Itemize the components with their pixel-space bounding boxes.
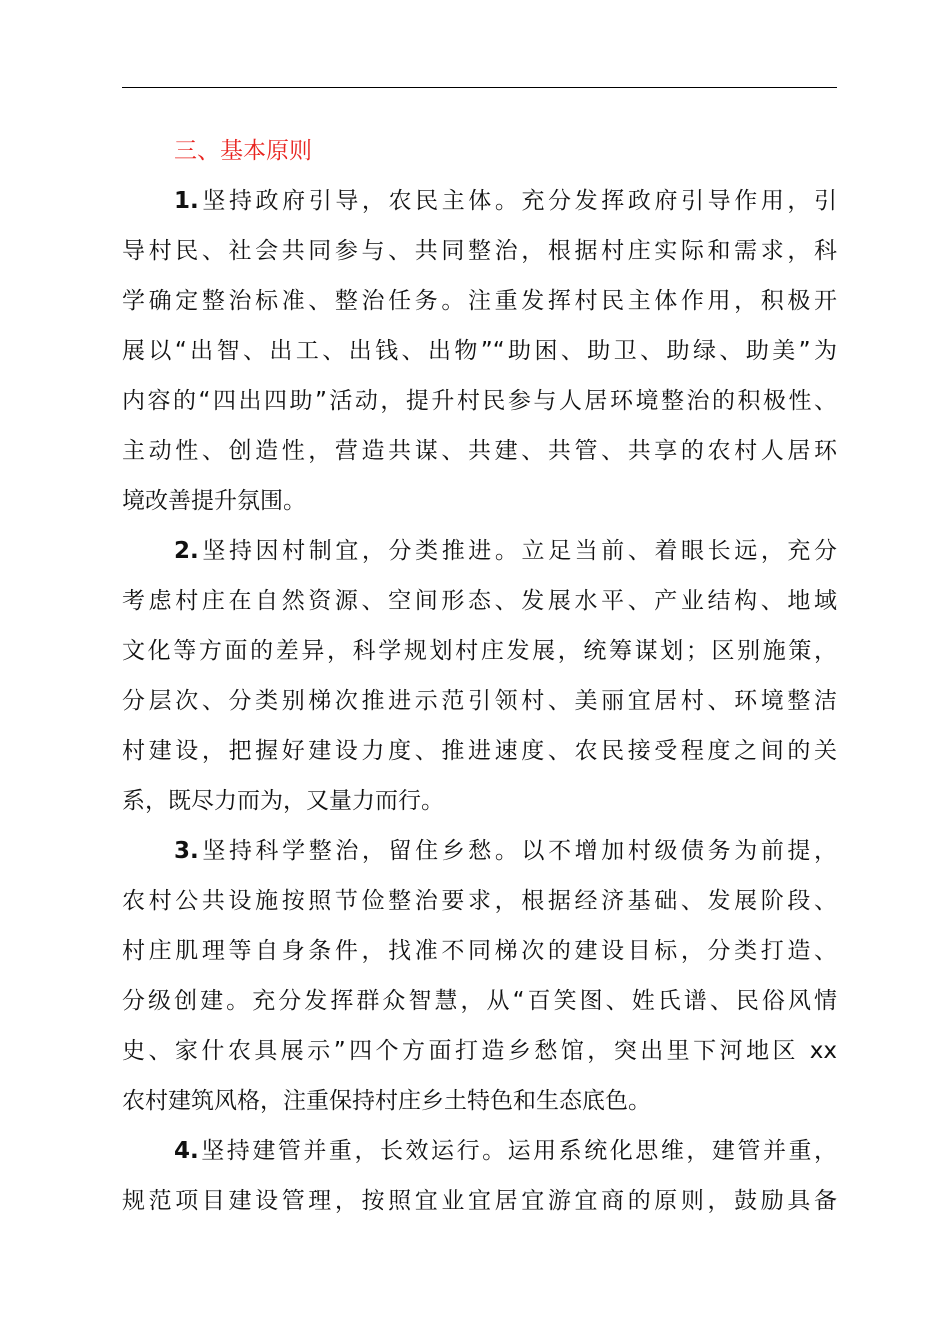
principle-paragraph-3 bbox=[122, 826, 837, 1126]
paragraph-line: 文化等方面的差异，科学规划村庄发展，统筹谋划；区别施策， bbox=[122, 638, 837, 664]
paragraph-line: 境改善提升氛围。 bbox=[122, 488, 306, 514]
paragraph-line: 史、家什农具展示”四个方面打造乡愁馆，突出里下河地区 xx bbox=[122, 1038, 837, 1064]
paragraph-text: 坚持科学整治，留住乡愁。以不增加村级债务为前提， bbox=[198, 838, 837, 864]
paragraph-line: 导村民、社会共同参与、共同整治，根据村庄实际和需求，科 bbox=[122, 238, 837, 264]
paragraph-text: 坚持建管并重，长效运行。运用系统化思维，建管并重， bbox=[198, 1138, 837, 1164]
paragraph-line: 分级创建。充分发挥群众智慧，从“百笑图、姓氏谱、民俗风情 bbox=[122, 988, 837, 1014]
principle-paragraph-1 bbox=[122, 176, 837, 526]
paragraph-number: 2. bbox=[174, 538, 199, 564]
paragraph-line: 学确定整治标准、整治任务。注重发挥村民主体作用，积极开 bbox=[122, 288, 837, 314]
paragraph-line: 展以“出智、出工、出钱、出物”“助困、助卫、助绿、助美”为 bbox=[122, 338, 837, 364]
paragraph-line bbox=[122, 176, 837, 226]
paragraph-line: 内容的“四出四助”活动，提升村民参与人居环境整治的积极性、 bbox=[122, 388, 837, 414]
document-body bbox=[122, 126, 837, 1226]
paragraph-number: 3. bbox=[174, 838, 199, 864]
paragraph-line: 分层次、分类别梯次推进示范引领村、美丽宜居村、环境整洁 bbox=[122, 688, 837, 714]
header-rule bbox=[122, 87, 837, 88]
paragraph-line: 考虑村庄在自然资源、空间形态、发展水平、产业结构、地域 bbox=[122, 588, 837, 614]
paragraph-line: 主动性、创造性，营造共谋、共建、共管、共享的农村人居环 bbox=[122, 438, 837, 464]
section-heading: 三、基本原则 bbox=[174, 138, 312, 164]
paragraph-line bbox=[122, 526, 837, 576]
paragraph-line bbox=[122, 1126, 837, 1176]
paragraph-line: 农村建筑风格，注重保持村庄乡土特色和生态底色。 bbox=[122, 1088, 651, 1114]
principle-paragraph-2 bbox=[122, 526, 837, 826]
paragraph-number: 4. bbox=[174, 1138, 199, 1164]
paragraph-text: 坚持政府引导，农民主体。充分发挥政府引导作用，引 bbox=[198, 188, 837, 214]
paragraph-number: 1. bbox=[174, 188, 199, 214]
paragraph-line: 系，既尽力而为，又量力而行。 bbox=[122, 788, 444, 814]
paragraph-line: 村建设，把握好建设力度、推进速度、农民接受程度之间的关 bbox=[122, 738, 837, 764]
paragraph-line: 规范项目建设管理，按照宜业宜居宜游宜商的原则，鼓励具备 bbox=[122, 1188, 837, 1214]
paragraph-line: 村庄肌理等自身条件，找准不同梯次的建设目标，分类打造、 bbox=[122, 938, 837, 964]
paragraph-line: 农村公共设施按照节俭整治要求，根据经济基础、发展阶段、 bbox=[122, 888, 837, 914]
paragraph-line bbox=[122, 826, 837, 876]
paragraph-text: 坚持因村制宜，分类推进。立足当前、着眼长远，充分 bbox=[198, 538, 837, 564]
principle-paragraph-4 bbox=[122, 1126, 837, 1226]
